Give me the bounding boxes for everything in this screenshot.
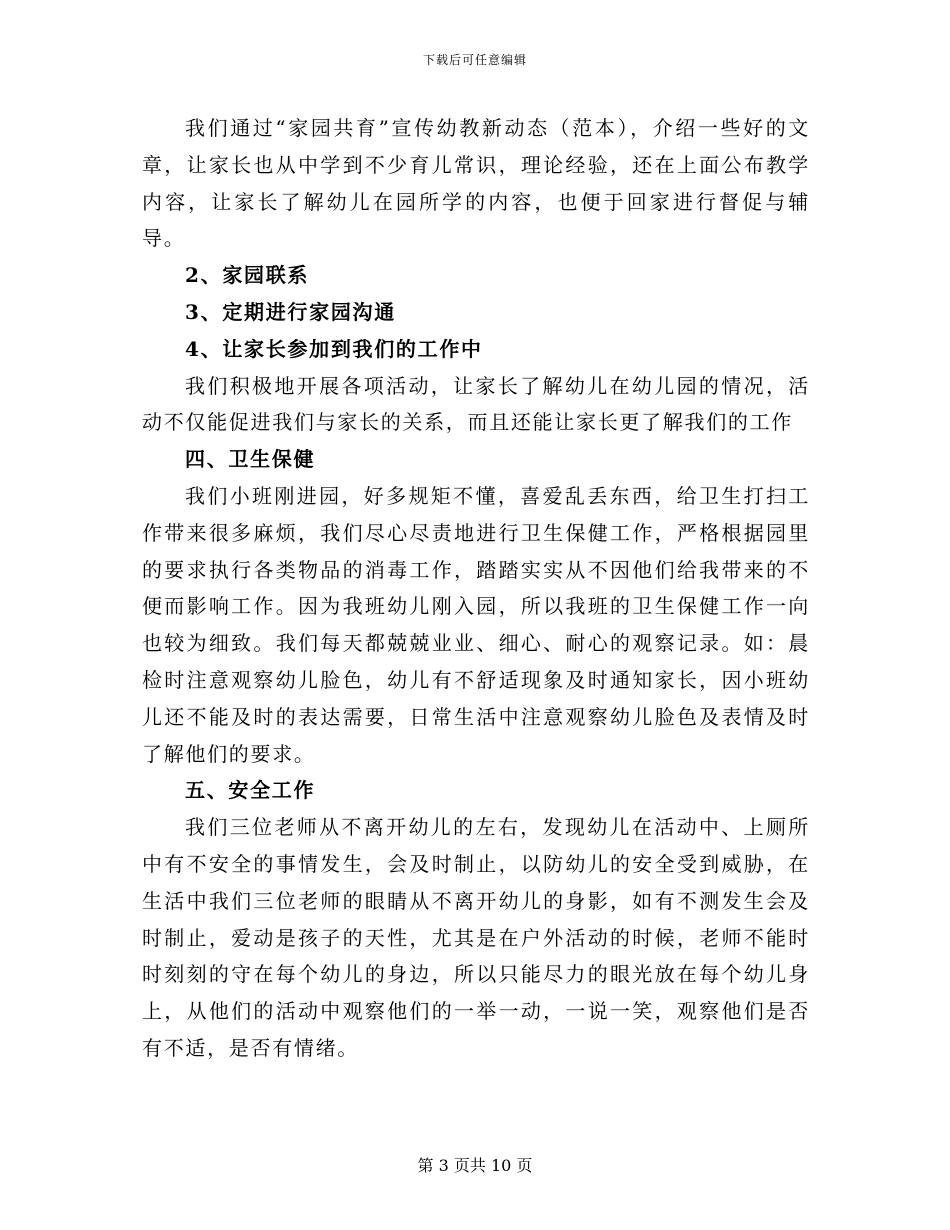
- heading-home-school-contact: 2、家园联系: [185, 263, 310, 288]
- page-header: 下载后可任意编辑: [422, 53, 527, 67]
- page-footer: 第 3 页共 10 页: [417, 1156, 533, 1175]
- document-body: [142, 110, 810, 1067]
- paragraph-activities: 我们积极地开展各项活动，让家长了解幼儿在幼儿园的情况，活动不仅能促进我们与家长的关系，而且还能让家长更了解我们的工作: [142, 373, 810, 435]
- heading-health-care: 四、卫生保健: [185, 447, 316, 472]
- paragraph-health-care: 我们小班刚进园，好多规矩不懂，喜爱乱丢东西，给卫生打扫工作带来很多麻烦，我们尽心尽责地进行卫生保健工作，严格根据园里的要求执行各类物品的消毒工作，踏踏实实从不因他们给我带来的不便而影响工作。因为我班幼儿刚入园，所以我班的卫生保健工作一向也较为细致。我们每天都兢兢业业、细心、耐心的观察记录。如：晨检时注意观察幼儿脸色，幼儿有不舒适现象及时通知家长，因小班幼儿还不能及时的表达需要，日常生活中注意观察幼儿脸色及表情及时了解他们的要求。: [142, 483, 810, 766]
- heading-regular-communication: 3、定期进行家园沟通: [185, 299, 396, 324]
- paragraph-home-school-board: 我们通过“家园共育”宣传幼教新动态（范本），介绍一些好的文章，让家长也从中学到不少育儿常识，理论经验，还在上面公布教学内容，让家长了解幼儿在园所学的内容，也便于回家进行督促与辅导。: [142, 116, 810, 251]
- heading-parent-participation: 4、让家长参加到我们的工作中: [185, 336, 483, 361]
- paragraph-safety-work: 我们三位老师从不离开幼儿的左右，发现幼儿在活动中、上厕所中有不安全的事情发生，会及时制止，以防幼儿的安全受到威胁，在生活中我们三位老师的眼睛从不离开幼儿的身影，如有不测发生会及时制止，爱动是孩子的天性，尤其是在户外活动的时候，老师不能时时刻刻的守在每个幼儿的身边，所以只能尽力的眼光放在每个幼儿身上，从他们的活动中观察他们的一举一动，一说一笑，观察他们是否有不适，是否有情绪。: [142, 815, 810, 1060]
- heading-safety-work: 五、安全工作: [185, 778, 316, 803]
